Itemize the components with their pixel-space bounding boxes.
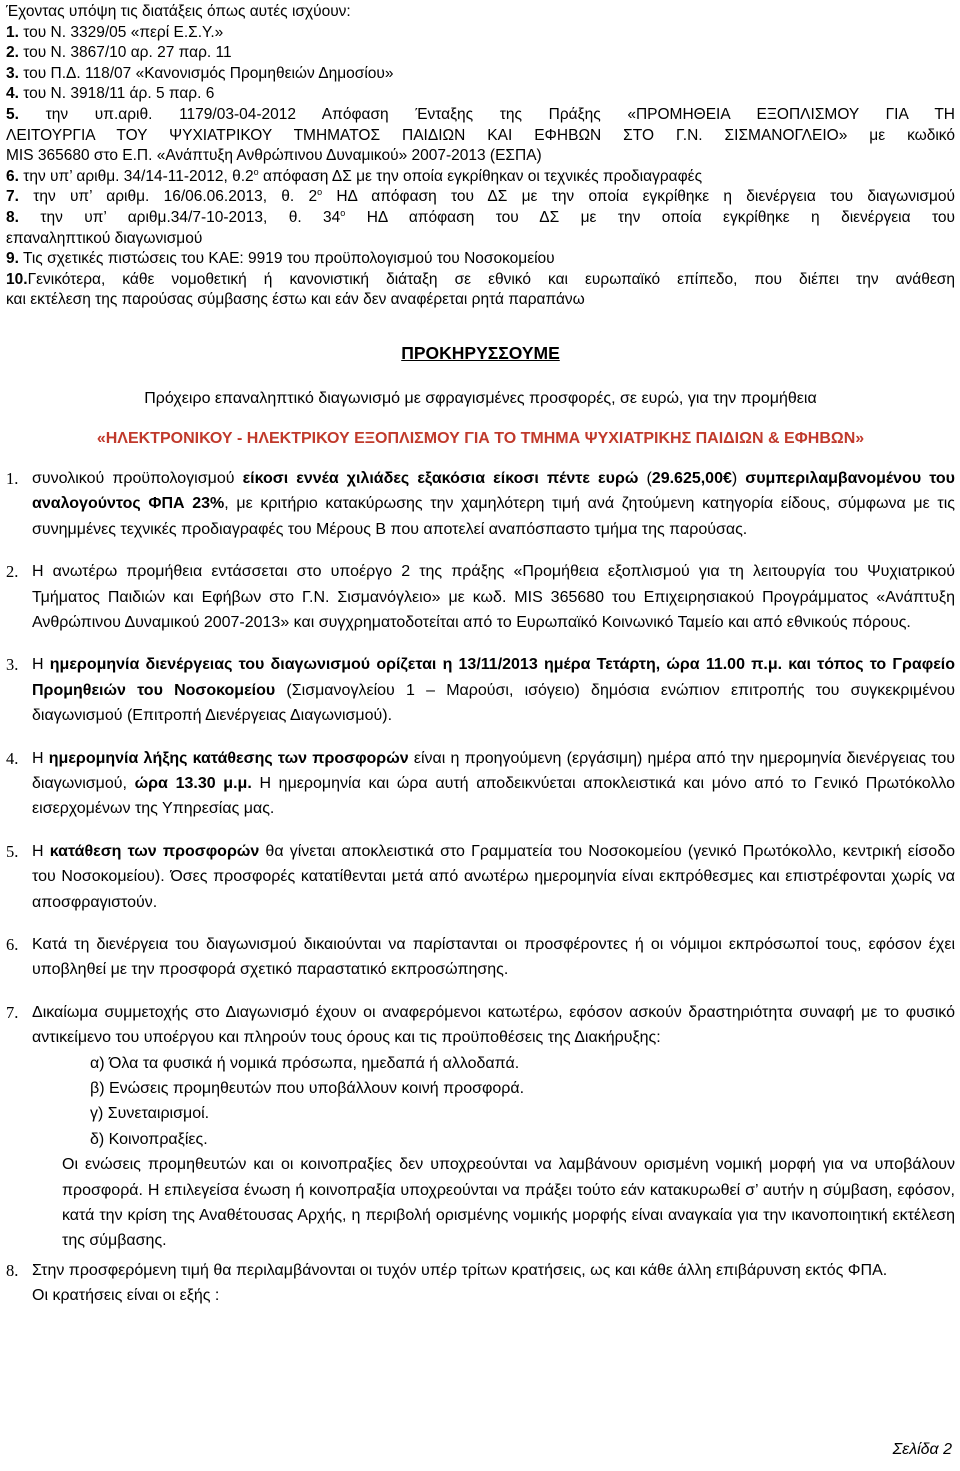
list-item: δ) Κοινοπραξίες. [90, 1130, 208, 1148]
term-submission-deadline: 4. Η ημερομηνία λήξης κατάθεσης των προσφορών είναι η προηγούμενη (εργάσιμη) ημέρα από την ημερομηνία διενέργειας του διαγωνισμού, ώρα 13.30 μ.μ. Η ημερομηνία και ώρα αυτή αποδεικνύεται αποκλειστικά και μόνο από το Γενικό Πρωτόκολλο εισερχομένων της Υπηρεσίας μας. [6, 748, 956, 818]
list-item: 7. την υπ’ αριθμ. 16/06.06.2013, θ. $2^o$ ΗΔ απόφαση του ΔΣ με την οποία εγκρίθηκε η διενέργεια του διαγωνισμού [6, 187, 955, 206]
term-submission-place: 5. Η κατάθεση των προσφορών θα γίνεται αποκλειστικά στο Γραμματεία του Νοσοκομείου (γενικό Πρωτόκολλο, κεντρική είσοδο του Νοσοκομείου). Όσες προσφορές κατατίθενται μετά από ανωτέρω ημερομηνία είναι εκπρόθεσμες και επιστρέφονται χωρίς να αποσφραγιστούν. [6, 841, 956, 911]
list-item-continuation: MIS 365680 στο Ε.Π. «Ανάπτυξη Ανθρώπινου Δυναμικού» 2007-2013 (ΕΣΠΑ) [6, 147, 542, 165]
list-item: 6. την υπ’ αριθμ. 34/14-11-2012, $\theta.2^o$ απόφαση ΔΣ με την οποία εγκρίθηκαν οι τεχνικές προδιαγραφές [6, 166, 703, 185]
document-page [6, 0, 955, 1326]
term-attendance: 6. Κατά τη διενέργεια του διαγωνισμού δικαιούνται να παρίστανται οι προσφέροντες ή οι νόμιμοι εκπρόσωποί τους, εφόσον έχει υποβληθεί με την προσφορά σχετικό παραστατικό εκπροσώπησης. [6, 935, 955, 979]
list-item: 10.Γενικότερα, κάθε νομοθετική ή κανονιστική διάταξη σε εθνικό και ευρωπαϊκό επίπεδο, που διέπει την ανάθεση [6, 270, 955, 288]
list-item: 4. του Ν. 3918/11 άρ. 5 παρ. 6 [6, 85, 215, 103]
term-funding: 2. Η ανωτέρω προμήθεια εντάσσεται στο υποέργο 2 της πράξης «Προμήθεια εξοπλισμού για τη λειτουργία του Ψυχιατρικού Τμήματος Παιδιών και Εφήβων στο Γ.Ν. Σισμανόγλειο» με κωδ. MIS 365680 του Επιχειρησιακού Προγράμματος «Ανάπτυξη Ανθρώπινου Δυναμικού 2007-2013» και συγχρηματοδοτείται από το Ευρωπαϊκό Κοινωνικό Ταμείο και από εθνικούς πόρους. [6, 562, 955, 631]
list-item: 8. την υπ’ αριθμ.34/7-10-2013, θ. $34^o$ ΗΔ απόφαση του ΔΣ με την οποία εγκρίθηκε η διενέργεια του [6, 207, 955, 226]
term-eligibility: 7. Δικαίωμα συμμετοχής στο Διαγωνισμό έχουν οι αναφερόμενοι κατωτέρω, εφόσον ασκούν δραστηριότητα συναφή με το φυσικό αντικείμενο του υποέργου και πληρούν τους όρους και τις προϋποθέσεις της Διακήρυξης: α) Όλα τα φυσικά ή νομικά πρόσωπα, ημεδαπά ή αλλοδαπά. β) Ενώσεις προμηθευτών που υποβάλλουν κοινή προσφορά. γ) Συνεταιρισμοί. δ) Κοινοπραξίες. Οι ενώσεις προμηθευτών και οι κοινοπραξίες δεν υποχρεούνται να λαμβάνουν ορισμένη νομική μορφή για να υποβάλουν προσφορά. Η επιλεγείσα ένωση ή κοινοπραξία υποχρεούνται να πράξει τούτο εάν κατακυρωθεί σ’ αυτήν η σύμβαση, εφόσον, κατά την κρίση της Αναθέτουσας Αρχής, η περιβολή ορισμένης νομικής μορφής είναι αναγκαία για την ικανοποιητική εκτέλεση της σύμβασης. [6, 1000, 955, 1254]
term-price: 8. Στην προσφερόμενη τιμή θα περιλαμβάνονται οι τυχόν υπέρ τρίτων κρατήσεις, ως και κάθε άλλη επιβάρυνση εκτός ΦΠΑ. Οι κρατήσεις είναι οι εξής : [6, 1260, 888, 1305]
subtitle: Πρόχειρο επαναληπτικό διαγωνισμό με σφραγισμένες προσφορές, σε ευρώ, για την προμήθεια [144, 389, 817, 407]
list-item: 2. του Ν. 3867/10 αρ. 27 παρ. 11 [6, 44, 232, 62]
list-item: 3. του Π.Δ. 118/07 «Κανονισμός Προμηθειών Δημοσίου» [6, 64, 394, 82]
list-item: 5. την υπ.αριθ. 1179/03-04-2012 Απόφαση Ένταξης της Πράξης «ΠΡΟΜΗΘΕΙΑ ΕΞΟΠΛΙΣΜΟΥ ΓΙΑ ΤΗ [6, 105, 955, 123]
term-budget: 1. συνολικού προϋπολογισμού είκοσι εννέα χιλιάδες εξακόσια είκοσι πέντε ευρώ (29.625,00€) συμπεριλαμβανομένου του αναλογούντος ΦΠΑ 23%, με κριτήριο κατακύρωσης την χαμηλότερη τιμή ανά ζητούμενη κατηγορία είδους, σύμφωνα με τις συνημμένες τεχνικές προδιαγραφές του Μέρους Β που αποτελεί αναπόσπαστο τμήμα της παρούσας. [6, 468, 956, 538]
term-tender-date: 3. Η ημερομηνία διενέργειας του διαγωνισμού ορίζεται η 13/11/2013 ημέρα Τετάρτη, ώρα 11.00 π.μ. και τόπος το Γραφείο Προμηθειών του Νοσοκομείου (Σισμανογλείου 1 – Μαρούσι, ισόγειο) δημόσια ενώπιον επιτροπής του συγκεκριμένου διαγωνισμού (Επιτροπή Διενέργειας Διαγωνισμού). [6, 655, 955, 725]
procurement-title: «ΗΛΕΚΤΡΟΝΙΚΟΥ - ΗΛΕΚΤΡΙΚΟΥ ΕΞΟΠΛΙΣΜΟΥ ΓΙΑ ΤΟ ΤΜΗΜΑ ΨΥΧΙΑΤΡΙΚΗΣ ΠΑΙΔΙΩΝ & ΕΦΗΒΩΝ» [96, 429, 865, 447]
list-item: α) Όλα τα φυσικά ή νομικά πρόσωπα, ημεδαπά ή αλλοδαπά. [90, 1054, 520, 1072]
list-item: γ) Συνεταιρισμοί. [90, 1105, 210, 1123]
page-title: ΠΡΟΚΗΡΥΣΣΟΥΜΕ [401, 342, 560, 363]
list-item: 1. του Ν. 3329/05 «περί Ε.Σ.Υ.» [6, 23, 224, 41]
list-item-continuation: και εκτέλεση της παρούσας σύμβασης έστω και εάν δεν αναφέρεται ρητά παραπάνω [6, 291, 585, 309]
list-item: β) Ενώσεις προμηθευτών που υποβάλλουν κοινή προσφορά. [90, 1080, 525, 1098]
legal-basis-list [6, 2, 955, 311]
page-number: Σελίδα 2 [892, 1441, 952, 1458]
legal-basis-heading: Έχοντας υπόψη τις διατάξεις όπως αυτές ισχύουν: [6, 3, 351, 20]
list-item-continuation: ΛΕΙΤΟΥΡΓΙΑ ΤΟΥ ΨΥΧΙΑΤΡΙΚΟΥ ΤΜΗΜΑΤΟΣ ΠΑΙΔΙΩΝ ΚΑΙ ΕΦΗΒΩΝ ΣΤΟ Γ.Ν. ΣΙΣΜΑΝΟΓΛΕΙΟ» με κωδικό [6, 126, 955, 144]
terms-list [6, 466, 955, 1309]
list-item-continuation: επαναληπτικού διαγωνισμού [6, 229, 203, 247]
list-item: 9. Τις σχετικές πιστώσεις του ΚΑΕ: 9919 του προϋπολογισμού του Νοσοκομείου [6, 250, 555, 268]
eligibility-note: Οι ενώσεις προμηθευτών και οι κοινοπραξίες δεν υποχρεούνται να λαμβάνουν ορισμένη νομική μορφή για να υποβάλουν προσφορά. Η επιλεγείσα ένωση ή κοινοπραξία υποχρεούνται να πράξει τούτο εάν κατακυρωθεί σ’ αυτήν η σύμβαση, εφόσον, κατά την κρίση της Αναθέτουσας Αρχής, η περιβολή ορισμένης νομικής μορφής είναι αναγκαία για την ικανοποιητική εκτέλεση της σύμβασης. [62, 1156, 955, 1250]
